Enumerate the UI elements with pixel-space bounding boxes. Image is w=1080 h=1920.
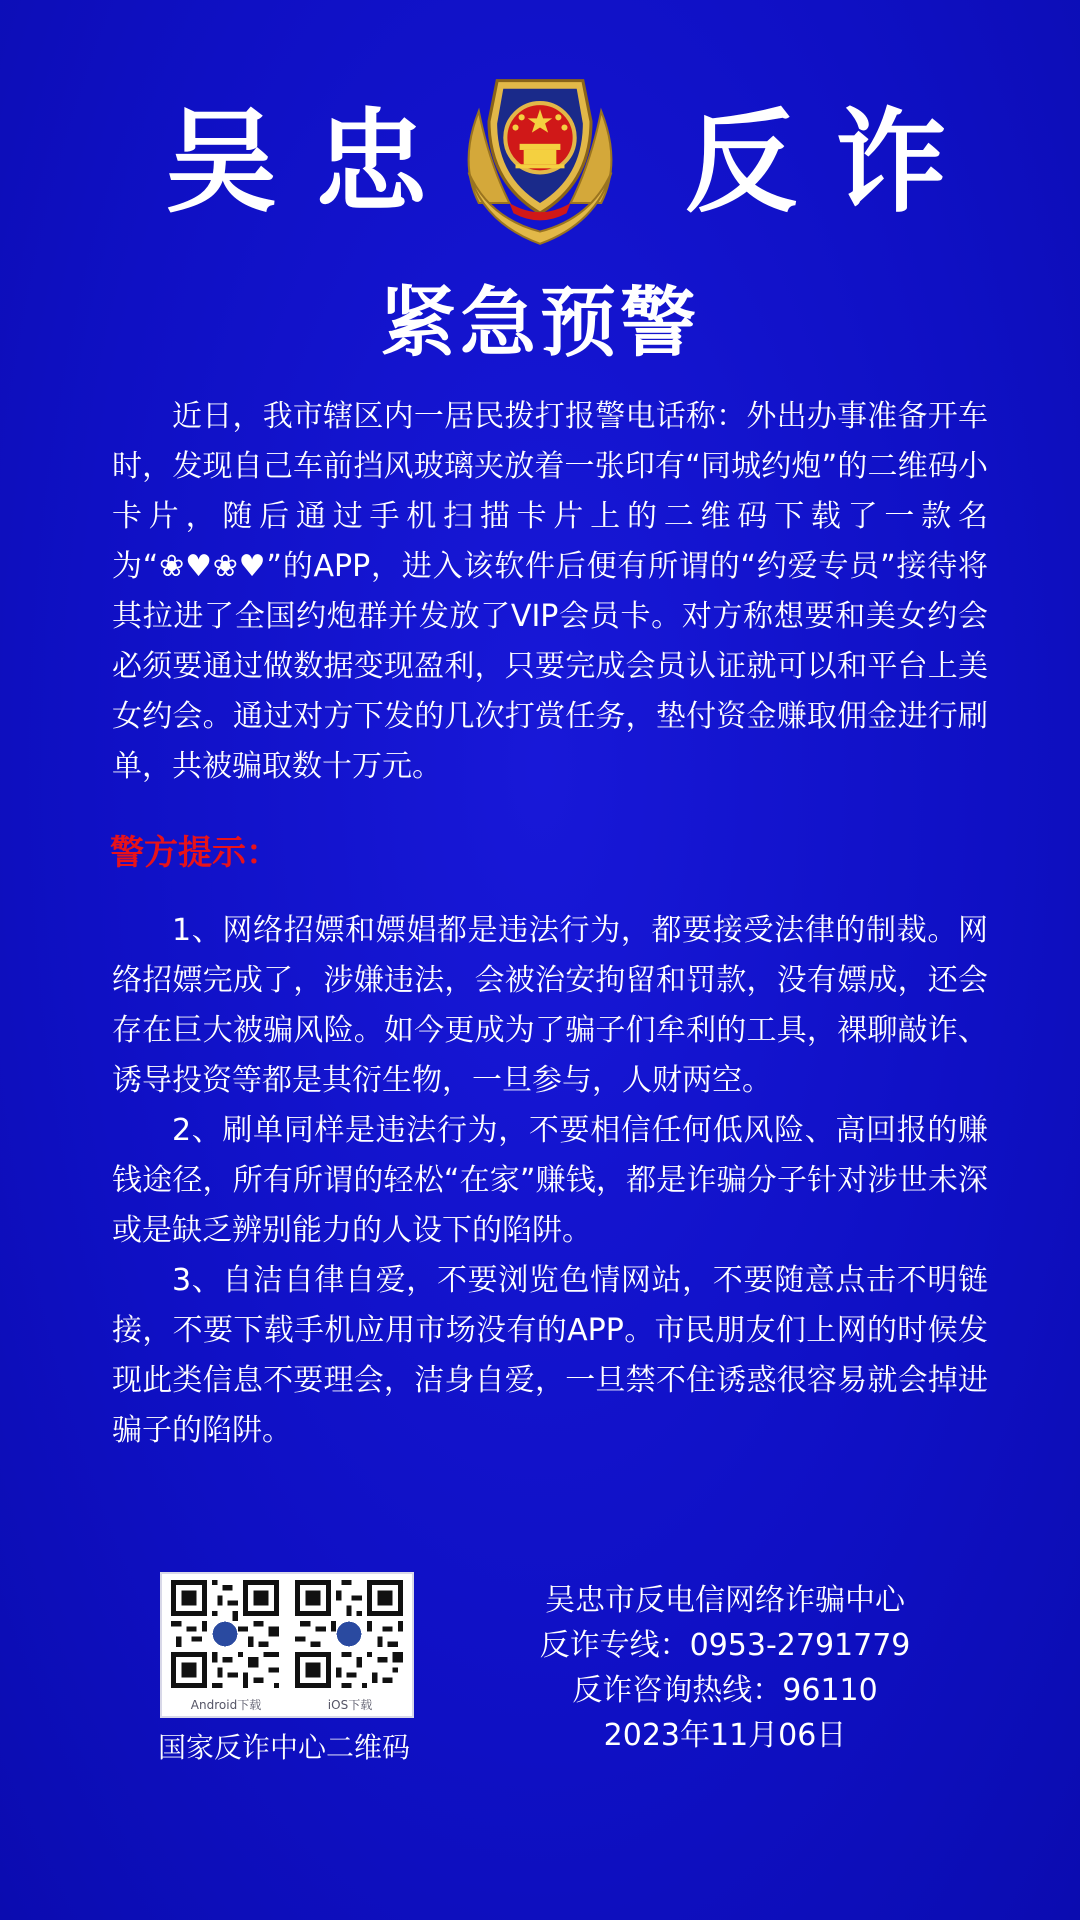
anti-fraud-hotline: 反诈专线：0953-2791779 [539, 1628, 911, 1663]
qr-caption: 国家反诈中心二维码 [157, 1731, 410, 1764]
alert-subtitle: 紧急预警 [380, 278, 700, 367]
android-download-label: Android下载 [190, 1698, 262, 1712]
title-left: 吴忠 [165, 98, 465, 228]
qr-code-panel [160, 1572, 414, 1718]
police-tips-heading: 警方提示： [110, 833, 280, 873]
police-emblem-icon [438, 50, 642, 254]
center-name: 吴忠市反电信网络诈骗中心 [545, 1583, 905, 1618]
title-right: 反诈 [685, 98, 985, 228]
qr-code-section [157, 1572, 416, 1768]
intro-paragraph: 近日，我市辖区内一居民拨打报警电话称：外出办事准备开车时，发现自己车前挡风玻璃夹放着一张印有“同城约炮”的二维码小卡片，随后通过手机扫描卡片上的二维码下载了一款名为“❀♥❀♥”的APP，进入该软件后便有所谓的“约爱专员”接待将其拉进了全国约炮群并发放了VIP会员卡。对方称想要和美女约会必须要通过做数据变现盈利，只要完成会员认证就可以和平台上美女约会。通过对方下发的几次打赏任务，垫付资金赚取佣金进行刷单，共被骗取数十万元。 [112, 399, 988, 784]
consult-hotline: 反诈咨询热线：96110 [572, 1673, 878, 1708]
header [0, 50, 1080, 270]
tip-item: 3、自洁自律自爱，不要浏览色情网站，不要随意点击不明链接，不要下载手机应用市场没有的APP。市民朋友们上网的时候发现此类信息不要理会，洁身自爱，一旦禁不住诱惑很容易就会掉进骗子的陷阱。 [112, 1263, 988, 1448]
incident-description [112, 392, 988, 792]
publish-date: 2023年11月06日 [603, 1718, 847, 1753]
contact-info [500, 1578, 950, 1758]
tip-item: 2、刷单同样是违法行为，不要相信任何低风险、高回报的赚钱途径，所有所谓的轻松“在家”赚钱，都是诈骗分子针对涉世未深或是缺乏辨别能力的人设下的陷阱。 [112, 1113, 988, 1248]
ios-download-label: iOS下载 [327, 1698, 373, 1712]
tip-item: 1、网络招嫖和嫖娼都是违法行为，都要接受法律的制裁。网络招嫖完成了，涉嫌违法，会被治安拘留和罚款，没有嫖成，还会存在巨大被骗风险。如今更成为了骗子们牟利的工具，裸聊敲诈、诱导投资等都是其衍生物，一旦参与，人财两空。 [112, 913, 988, 1098]
police-tips-list [112, 906, 988, 1456]
ios-qr-code[interactable] [292, 1580, 406, 1688]
android-qr-code[interactable] [168, 1580, 282, 1688]
